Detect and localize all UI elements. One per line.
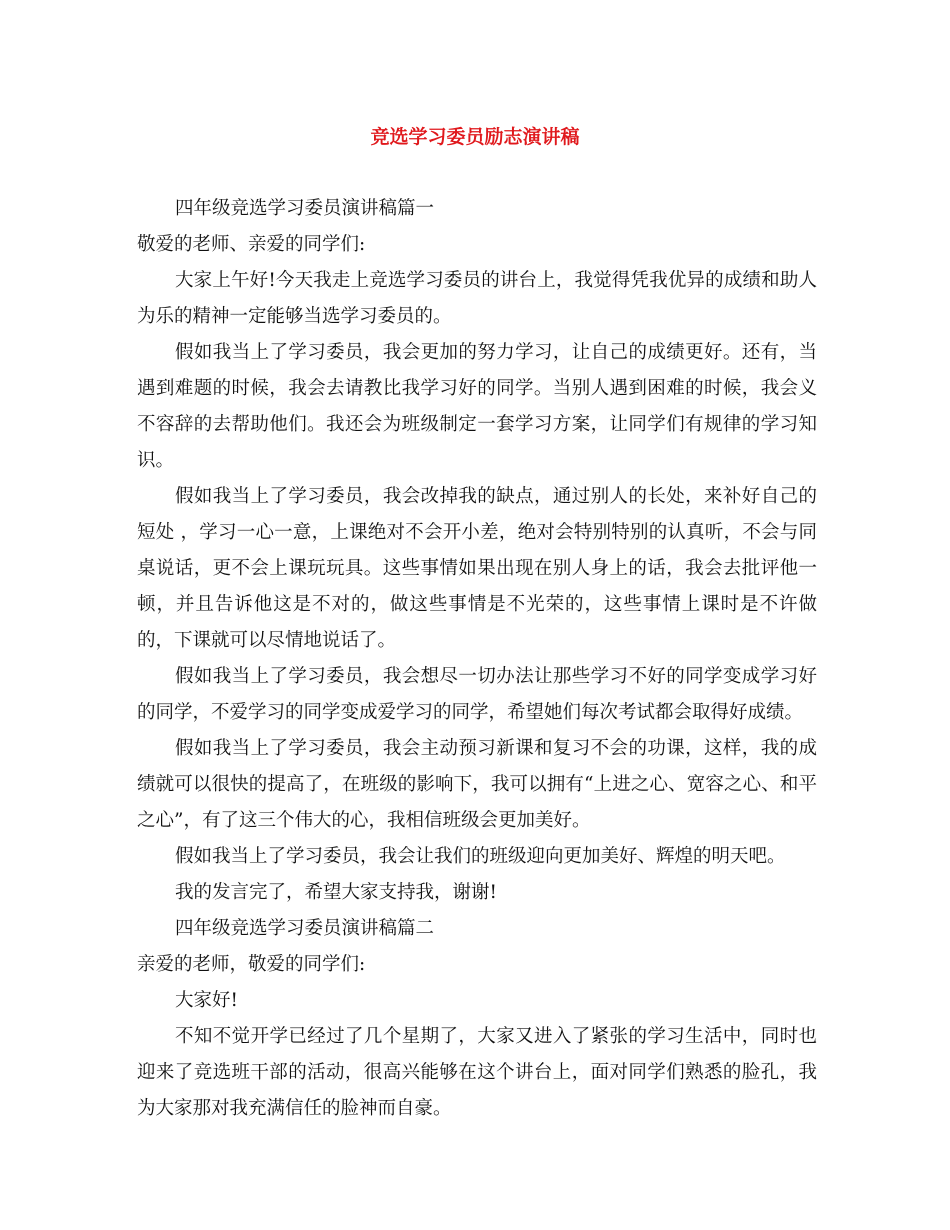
paragraph: 假如我当上了学习委员，我会改掉我的缺点，通过别人的长处，来补好自己的短处 ，学习一心一意，上课绝对不会开小差，绝对会特别特别的认真听，不会与同桌说话，更不会上课玩玩具。这些事情如果出现在别人身上的话，我会去批评他一顿，并且告诉他这是不对的，做这些事情是不光荣的，这些事情上课时是不许做的，下课就可以尽情地说话了。	[137, 486, 817, 651]
salutation-2: 亲爱的老师，敬爱的同学们:	[137, 954, 366, 975]
section-heading-1: 四年级竞选学习委员演讲稿篇一	[175, 198, 435, 219]
paragraph: 大家上午好!今天我走上竞选学习委员的讲台上，我觉得凭我优异的成绩和助人为乐的精神一定能够当选学习委员的。	[137, 270, 817, 327]
document-body	[137, 191, 817, 1127]
paragraph: 假如我当上了学习委员，我会想尽一切办法让那些学习不好的同学变成学习好的同学，不爱学习的同学变成爱学习的同学，希望她们每次考试都会取得好成绩。	[137, 666, 817, 723]
section-heading-2: 四年级竞选学习委员演讲稿篇二	[175, 918, 435, 939]
salutation-1: 敬爱的老师、亲爱的同学们:	[137, 234, 366, 255]
document-title: 竞选学习委员励志演讲稿	[370, 126, 580, 148]
paragraph: 我的发言完了，希望大家支持我，谢谢!	[175, 882, 497, 903]
paragraph: 假如我当上了学习委员，我会让我们的班级迎向更加美好、辉煌的明天吧。	[175, 846, 786, 867]
paragraph: 不知不觉开学已经过了几个星期了，大家又进入了紧张的学习生活中，同时也迎来了竞选班干部的活动，很高兴能够在这个讲台上，面对同学们熟悉的脸孔，我为大家那对我充满信任的脸神而自豪。	[137, 1026, 817, 1119]
paragraph: 假如我当上了学习委员，我会主动预习新课和复习不会的功课，这样，我的成绩就可以很快的提高了，在班级的影响下，我可以拥有“上进之心、宽容之心、和平之心”，有了这三个伟大的心，我相信班级会更加美好。	[137, 738, 817, 831]
paragraph: 假如我当上了学习委员，我会更加的努力学习，让自己的成绩更好。还有，当遇到难题的时候，我会去请教比我学习好的同学。当别人遇到困难的时候，我会义不容辞的去帮助他们。我还会为班级制定一套学习方案，让同学们有规律的学习知识。	[137, 342, 817, 471]
greeting: 大家好!	[175, 990, 238, 1011]
